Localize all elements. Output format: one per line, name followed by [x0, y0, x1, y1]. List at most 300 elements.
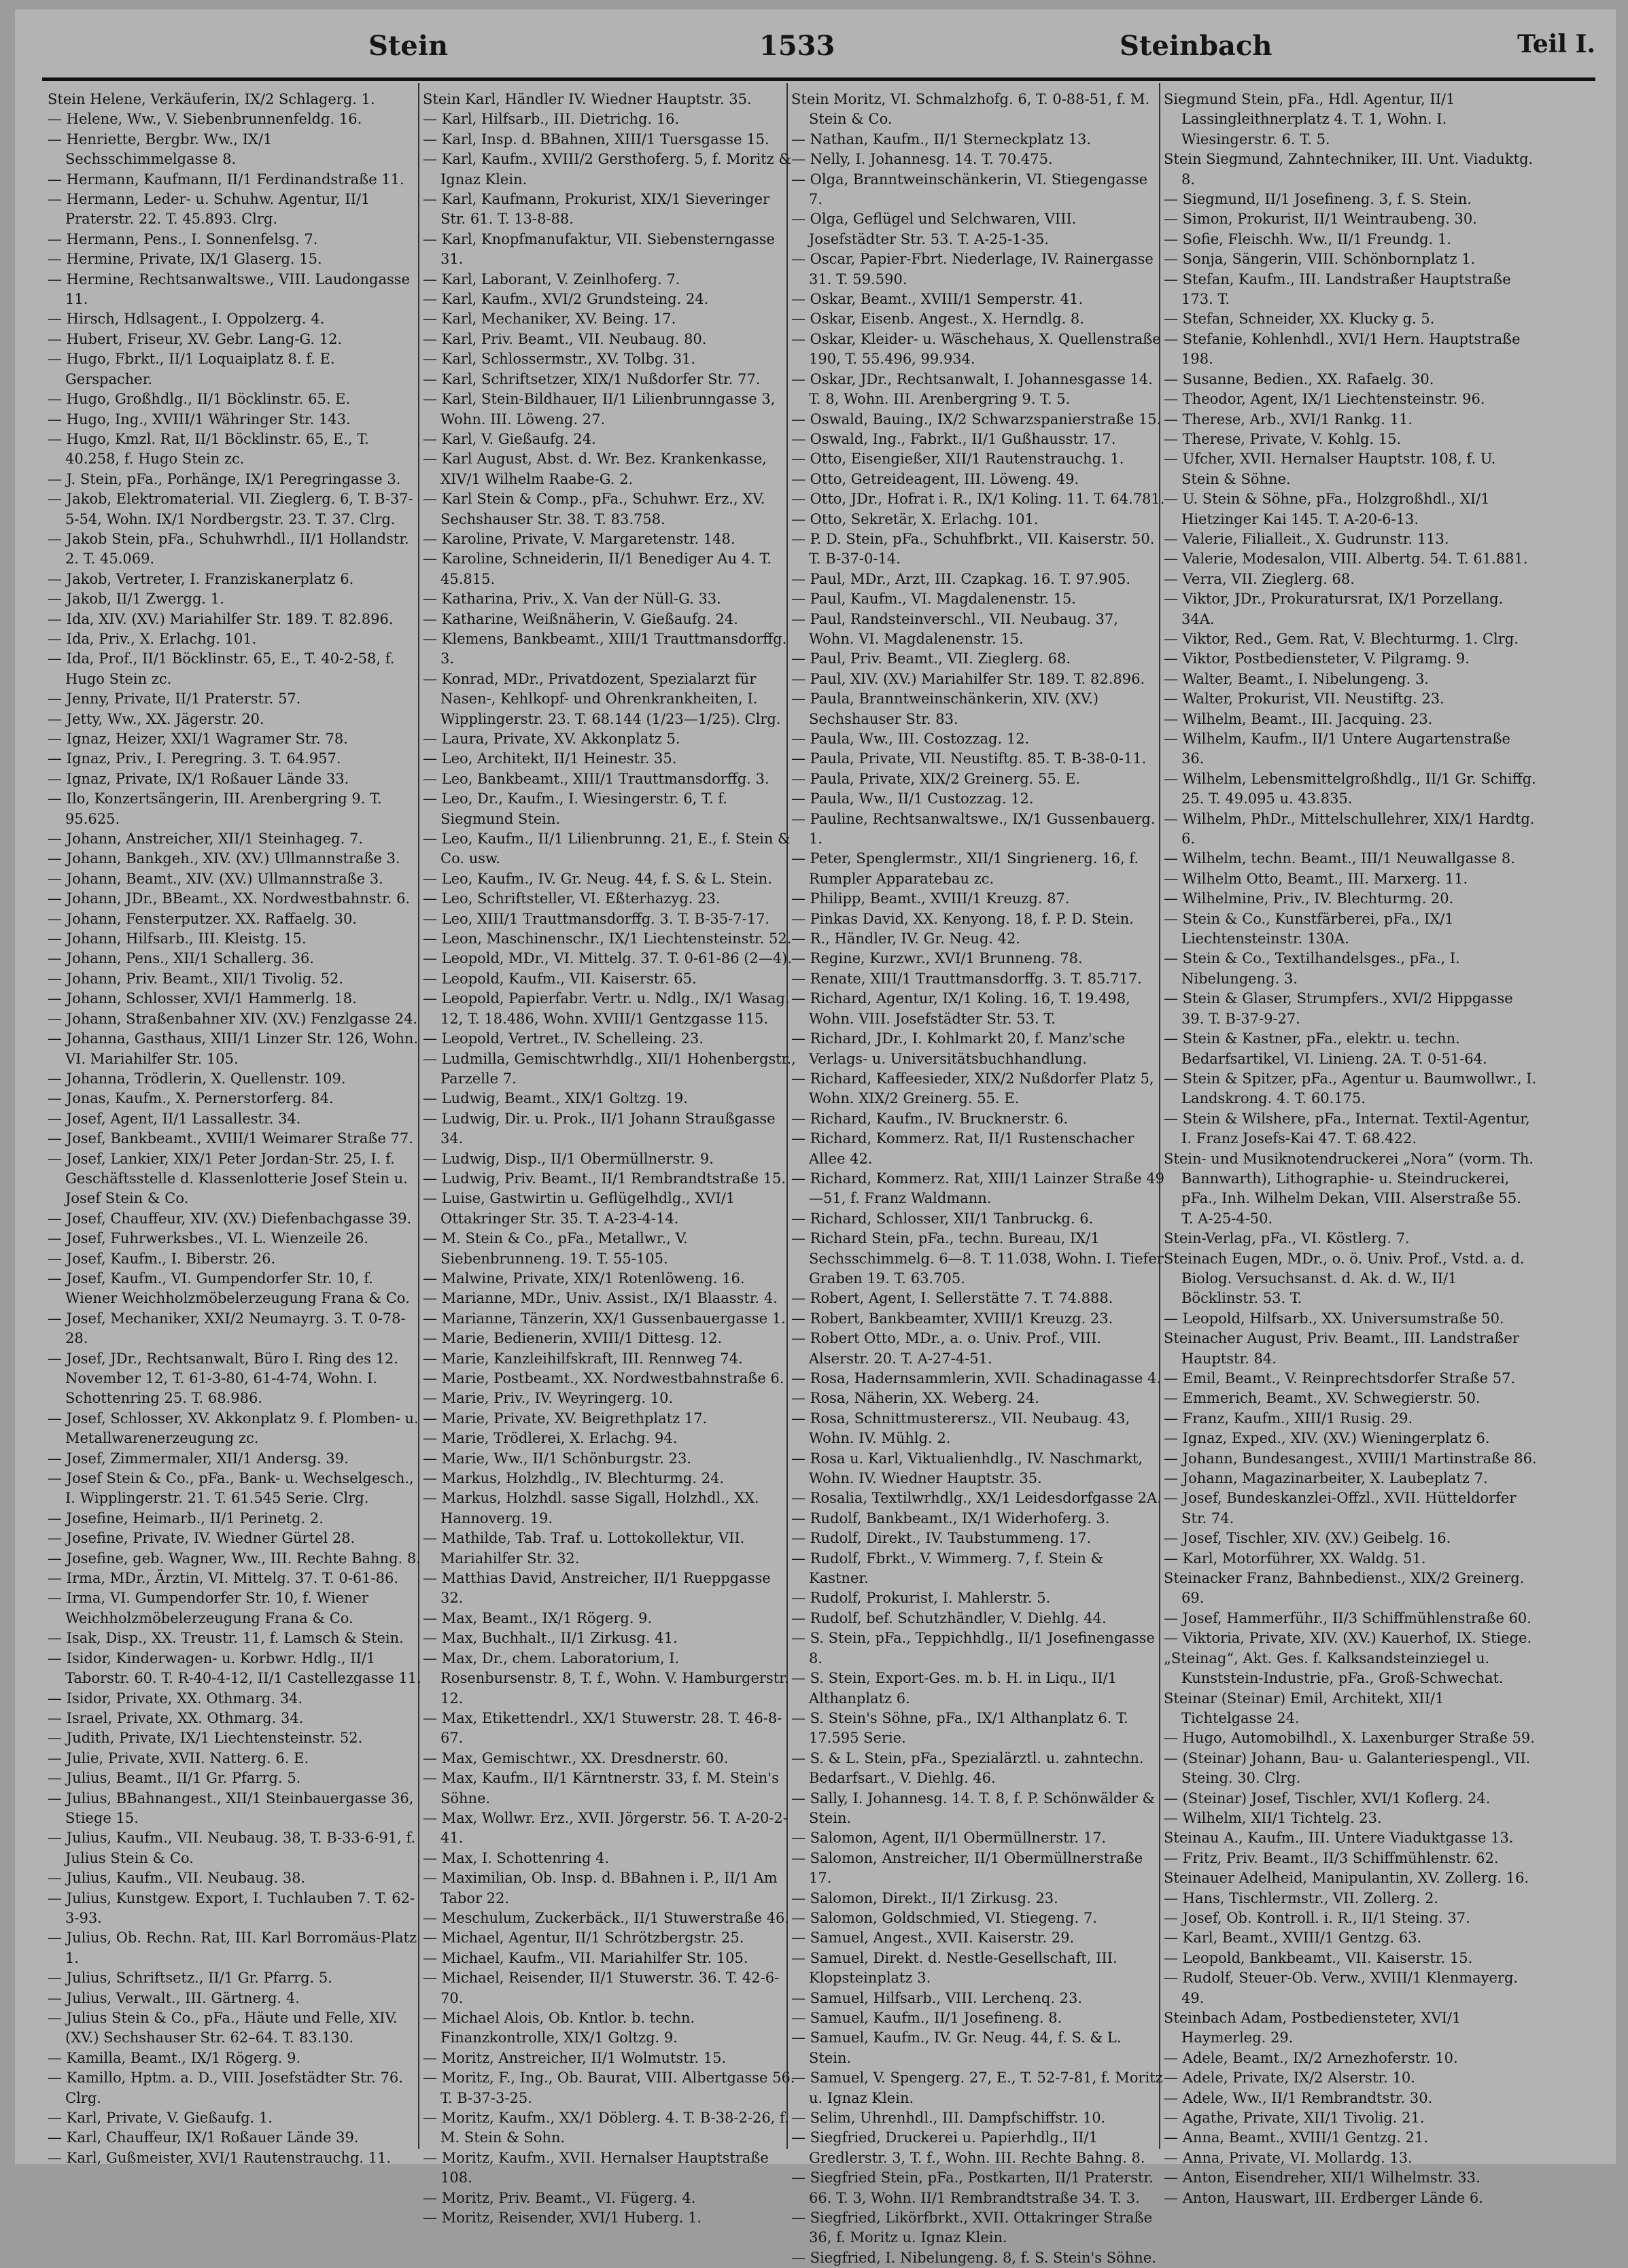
directory-entry: — Josef Stein & Co., pFa., Bank- u. Wechselgesch., I. Wipplingerstr. 21. T. 61.545 Serie. Clrg. — [48, 1470, 414, 1507]
directory-entry: — Leopold, Bankbeamt., VII. Kaiserstr. 15. — [1164, 1949, 1473, 1966]
directory-entry: — Anton, Eisendreher, XII/1 Wilhelmstr. 33. — [1164, 2169, 1480, 2186]
directory-entry: — Karl, Stein-Bildhauer, II/1 Lilienbrunngasse 3, Wohn. III. Löweng. 27. — [423, 391, 776, 428]
directory-entry: — Therese, Private, V. Kohlg. 15. — [1164, 430, 1402, 447]
directory-entry: — Marie, Ww., II/1 Schönburgstr. 23. — [423, 1450, 692, 1467]
directory-entry: Steinacker Franz, Bahnbedienst., XIX/2 Greinerg. 69. — [1164, 1570, 1525, 1607]
directory-entry: Stein-Verlag, pFa., VI. Köstlerg. 7. — [1164, 1230, 1410, 1247]
directory-entry: — Israel, Private, XX. Othmarg. 34. — [48, 1709, 304, 1726]
directory-entry: — Pinkas David, XX. Kenyong. 18, f. P. D. Stein. — [791, 910, 1134, 927]
directory-entry: — Max, I. Schottenring 4. — [423, 1849, 610, 1866]
directory-entry: — Ludwig, Priv. Beamt., II/1 Rembrandtstraße 15. — [423, 1170, 786, 1187]
directory-entry: — Paul, Randsteinverschl., VII. Neubaug. 37, Wohn. VI. Magdalenenstr. 15. — [791, 610, 1118, 647]
directory-entry: — Ignaz, Heizer, XXI/1 Wagramer Str. 78. — [48, 731, 348, 747]
directory-entry: — Nathan, Kaufm., II/1 Sterneckplatz 13. — [791, 130, 1092, 147]
directory-entry: — Irma, MDr., Ärztin, VI. Mittelg. 37. T. 0-61-86. — [48, 1570, 399, 1587]
directory-entry: — Richard Stein, pFa., techn. Bureau, IX/1 Sechsschimmelg. 6—8. T. 11.038, Wohn. I. Tiefer Graben 19. T. 63.705. — [791, 1230, 1164, 1287]
directory-entry: — Wilhelm, Kaufm., II/1 Untere Augartenstraße 36. — [1164, 731, 1510, 767]
directory-entry: — Ida, Prof., II/1 Böcklinstr. 65, E., T. 40-2-58, f. Hugo Stein zc. — [48, 650, 395, 687]
directory-entry: — Salomon, Goldschmied, VI. Stiegeng. 7. — [791, 1909, 1097, 1926]
directory-entry: — Julius, Ob. Rechn. Rat, III. Karl Borromäus-Platz 1. — [48, 1930, 417, 1966]
directory-entry: — Siegmund, II/1 Josefineng. 3, f. S. Stein. — [1164, 191, 1472, 208]
directory-entry: — Stein & Kastner, pFa., elektr. u. techn. Bedarfsartikel, VI. Linieng. 2A. T. 0-51-64. — [1164, 1030, 1487, 1067]
directory-entry: — Valerie, Modesalon, VIII. Albertg. 54. T. 61.881. — [1164, 551, 1528, 568]
column-1 — [48, 90, 421, 2166]
directory-entry: — Helene, Ww., V. Siebenbrunnenfeldg. 16. — [48, 111, 362, 128]
directory-entry: — Stein & Glaser, Strumpfers., XVI/2 Hippgasse 39. T. B-37-9-27. — [1164, 990, 1513, 1027]
directory-entry: — Josef, Kaufm., VI. Gumpendorfer Str. 10, f. Wiener Weichholzmöbelerzeugung Frana & Co. — [48, 1270, 410, 1307]
directory-entry: — Hugo, Kmzl. Rat, II/1 Böcklinstr. 65, E., T. 40.258, f. Hugo Stein zc. — [48, 430, 369, 468]
directory-entry: — Karoline, Private, V. Margaretenstr. 148. — [423, 530, 735, 547]
directory-entry: — Ludwig, Dir. u. Prok., II/1 Johann Straußgasse 34. — [423, 1110, 776, 1147]
directory-entry: — Isidor, Private, XX. Othmarg. 34. — [48, 1690, 303, 1707]
directory-entry: — Johann, Anstreicher, XII/1 Steinhageg. 7. — [48, 831, 363, 848]
directory-entry: — Max, Kaufm., II/1 Kärntnerstr. 33, f. M. Stein's Söhne. — [423, 1770, 779, 1807]
directory-entry: — Michael, Reisender, II/1 Stuwerstr. 36. T. 42-6-70. — [423, 1970, 780, 2006]
directory-entry: — Henriette, Bergbr. Ww., IX/1 Sechsschimmelgasse 8. — [48, 130, 273, 168]
directory-entry: — Karl, Insp. d. BBahnen, XIII/1 Tuersgasse 15. — [423, 130, 769, 147]
directory-entry: — Moritz, F., Ing., Ob. Baurat, VIII. Albertgasse 56. T. B-37-3-25. — [423, 2070, 795, 2106]
directory-entry: — Leopold, MDr., VI. Mittelg. 37. T. 0-61-86 (2—4). — [423, 950, 793, 967]
directory-entry: — Hirsch, Hdlsagent., I. Oppolzerg. 4. — [48, 311, 325, 328]
directory-entry: — Johann, Schlosser, XVI/1 Hammerlg. 18. — [48, 990, 357, 1007]
directory-entry: — Rosa, Schnittmusterersz., VII. Neubaug. 43, Wohn. IV. Mühlg. 2. — [791, 1410, 1130, 1447]
directory-entry: — Ilo, Konzertsängerin, III. Arenbergring 9. T. 95.625. — [48, 790, 382, 827]
directory-entry: — Emmerich, Beamt., XV. Schwegierstr. 50. — [1164, 1390, 1480, 1407]
directory-entry: Stein Siegmund, Zahntechniker, III. Unt. Viaduktg. 8. — [1164, 151, 1534, 188]
directory-entry: — Samuel, V. Spengerg. 27, E., T. 52-7-81, f. Moritz u. Ignaz Klein. — [791, 2070, 1163, 2106]
directory-entry: — Richard, JDr., I. Kohlmarkt 20, f. Manz'sche Verlags- u. Universitätsbuchhandlung. — [791, 1030, 1126, 1067]
directory-entry: — Josef, Schlosser, XV. Akkonplatz 9. f. Plomben- u. Metallwarenerzeugung zc. — [48, 1410, 419, 1447]
directory-entry: — (Steinar) Johann, Bau- u. Galanteriespengl., VII. Steing. 30. Clrg. — [1164, 1749, 1531, 1787]
directory-entry: — Markus, Holzhdl. sasse Sigall, Holzhdl., XX. Hannoverg. 19. — [423, 1490, 759, 1526]
directory-entry: — Johann, Bankgeh., XIV. (XV.) Ullmannstraße 3. — [48, 850, 400, 867]
directory-entry: — Siegfried, Druckerei u. Papierhdlg., II/1 Gredlerstr. 3, T. f., Wohn. III. Rechte Bahng. 8. — [791, 2129, 1145, 2166]
directory-entry: — Walter, Beamt., I. Nibelungeng. 3. — [1164, 670, 1429, 687]
header-right-word: Steinbach — [1120, 30, 1272, 62]
directory-entry: — Ufcher, XVII. Hernalser Hauptstr. 108, f. U. Stein & Söhne. — [1164, 451, 1496, 487]
directory-entry: — Julius, Kaufm., VII. Neubaug. 38, T. B-33-6-91, f. Julius Stein & Co. — [48, 1830, 416, 1866]
directory-entry: — (Steinar) Josef, Tischler, XVI/1 Koflerg. 24. — [1164, 1790, 1491, 1807]
directory-entry: — M. Stein & Co., pFa., Metallwr., V. Siebenbrunneng. 19. T. 55-105. — [423, 1230, 688, 1267]
directory-entry: — Mathilde, Tab. Traf. u. Lottokollektur, VII. Mariahilfer Str. 32. — [423, 1530, 745, 1567]
directory-entry: — Fritz, Priv. Beamt., II/3 Schiffmühlenstr. 62. — [1164, 1849, 1499, 1866]
directory-entry: — Max, Gemischtwr., XX. Dresdnerstr. 60. — [423, 1749, 729, 1766]
directory-entry: — Meschulum, Zuckerbäck., II/1 Stuwerstraße 46. — [423, 1909, 790, 1926]
directory-entry: — Josef, Agent, II/1 Lassallestr. 34. — [48, 1110, 301, 1127]
directory-entry: — Richard, Kommerz. Rat, II/1 Rustenschacher Allee 42. — [791, 1130, 1135, 1167]
directory-entry: — Johann, Fensterputzer. XX. Raffaelg. 30. — [48, 910, 358, 927]
directory-entry: — Karl, V. Gießaufg. 24. — [423, 430, 596, 447]
directory-entry: — Julie, Private, XVII. Natterg. 6. E. — [48, 1749, 309, 1766]
page-header — [15, 30, 1616, 71]
directory-entry: — Rosa u. Karl, Viktualienhdlg., IV. Naschmarkt, Wohn. IV. Wiedner Hauptstr. 35. — [791, 1450, 1143, 1487]
directory-entry: — Ludwig, Beamt., XIX/1 Goltzg. 19. — [423, 1090, 688, 1107]
directory-entry: — Max, Etikettendrl., XX/1 Stuwerstr. 28. T. 46-8-67. — [423, 1709, 782, 1747]
directory-entry: — Rudolf, Fbrkt., V. Wimmerg. 7, f. Stein & Kastner. — [791, 1550, 1104, 1587]
directory-entry: — Rudolf, Bankbeamt., IX/1 Widerhoferg. 3. — [791, 1510, 1110, 1526]
directory-entry: — Markus, Holzhdlg., IV. Blechturmg. 24. — [423, 1470, 725, 1487]
directory-entry: — Leo, Dr., Kaufm., I. Wiesingerstr. 6, T. f. Siegmund Stein. — [423, 790, 727, 827]
directory-entry: — Ignaz, Exped., XIV. (XV.) Wieningerplatz 6. — [1164, 1430, 1490, 1447]
directory-entry: — Josef, Zimmermaler, XII/1 Andersg. 39. — [48, 1450, 349, 1467]
directory-entry: — Sofie, Fleischh. Ww., II/1 Freundg. 1. — [1164, 230, 1452, 247]
directory-entry: — Jonas, Kaufm., X. Pernerstorferg. 84. — [48, 1090, 334, 1107]
directory-entry: — Hans, Tischlermstr., VII. Zollerg. 2. — [1164, 1889, 1439, 1906]
directory-entry: — Theodor, Agent, IX/1 Liechtensteinstr. 96. — [1164, 391, 1485, 408]
directory-entry: — Hugo, Fbrkt., II/1 Loquaiplatz 8. f. E. Gerspacher. — [48, 351, 335, 387]
directory-entry: — Stein & Co., Kunstfärberei, pFa., IX/1 Liechtensteinstr. 130A. — [1164, 910, 1454, 947]
directory-entry: — Siegfried, I. Nibelungeng. 8, f. S. Stein's Söhne. — [791, 2249, 1156, 2266]
directory-entry: — Paula, Private, VII. Neustiftg. 85. T. B-38-0-11. — [791, 750, 1147, 767]
directory-entry: — Johann, JDr., BBeamt., XX. Nordwestbahnstr. 6. — [48, 890, 411, 907]
directory-entry: — Samuel, Kaufm., II/1 Josefineng. 8. — [791, 2010, 1062, 2026]
directory-entry: — Michael, Kaufm., VII. Mariahilfer Str. 105. — [423, 1949, 748, 1966]
directory-entry: — Oskar, Kleider- u. Wäschehaus, X. Quellenstraße 190, T. 55.496, 99.934. — [791, 330, 1161, 368]
directory-entry: — Paula, Branntweinschänkerin, XIV. (XV.) Sechshauser Str. 83. — [791, 691, 1099, 727]
directory-entry: — Moritz, Kaufm., XVII. Hernalser Hauptstraße 108. — [423, 2149, 769, 2186]
directory-entry: — Viktor, Postbediensteter, V. Pilgramg. 9. — [1164, 650, 1470, 667]
directory-entry: — Max, Dr., chem. Laboratorium, I. Rosenbursenstr. 8, T. f., Wohn. V. Hamburgerstr. 12. — [423, 1650, 789, 1707]
directory-entry: — Judith, Private, IX/1 Liechtensteinstr. 52. — [48, 1730, 363, 1747]
directory-entry: — Paula, Ww., III. Costozzag. 12. — [791, 731, 1030, 747]
directory-entry: — Ludmilla, Gemischtwrhdlg., XII/1 Hohenbergstr., Parzelle 7. — [423, 1050, 796, 1087]
directory-entry: — Julius, Kunstgew. Export, I. Tuchlauben 7. T. 62-3-93. — [48, 1889, 415, 1926]
directory-entry: — Hermann, Kaufmann, II/1 Ferdinandstraße 11. — [48, 171, 404, 188]
header-left-word: Stein — [368, 30, 449, 62]
directory-entry: — Otto, Sekretär, X. Erlachg. 101. — [791, 510, 1039, 527]
directory-entry: — Marie, Priv., IV. Weyringerg. 10. — [423, 1390, 674, 1407]
directory-entry: — J. Stein, pFa., Porhänge, IX/1 Peregringasse 3. — [48, 470, 401, 487]
directory-entry: — Karl, Beamt., XVIII/1 Gentzg. 63. — [1164, 1930, 1422, 1947]
directory-entry: Steinau A., Kaufm., III. Untere Viaduktgasse 13. — [1164, 1830, 1514, 1847]
directory-entry: — Walter, Prokurist, VII. Neustiftg. 23. — [1164, 691, 1444, 708]
directory-entry: — Malwine, Private, XIX/1 Rotenlöweng. 16. — [423, 1270, 745, 1287]
directory-entry: — P. D. Stein, pFa., Schuhfbrkt., VII. Kaiserstr. 50. T. B-37-0-14. — [791, 530, 1155, 568]
directory-entry: — Johann, Straßenbahner XIV. (XV.) Fenzlgasse 24. — [48, 1010, 418, 1027]
directory-entry: — Stein & Spitzer, pFa., Agentur u. Baumwollwr., I. Landskrong. 4. T. 60.175. — [1164, 1070, 1537, 1107]
directory-entry: — Moritz, Anstreicher, II/1 Wolmutstr. 15. — [423, 2049, 727, 2066]
directory-entry: — Johann, Beamt., XIV. (XV.) Ullmannstraße 3. — [48, 870, 383, 887]
directory-entry: — Hugo, Ing., XVIII/1 Währinger Str. 143. — [48, 411, 351, 428]
directory-entry: — Josefine, Private, IV. Wiedner Gürtel 28. — [48, 1530, 356, 1547]
directory-page — [15, 10, 1616, 2266]
directory-entry: — Robert, Bankbeamter, XVIII/1 Kreuzg. 23. — [791, 1310, 1113, 1327]
directory-entry: — Johann, Hilfsarb., III. Kleistg. 15. — [48, 930, 307, 947]
directory-entry: — Jakob, Elektromaterial. VII. Zieglerg. 6, T. B-37-5-54, Wohn. IX/1 Nordbergstr. 23. T. 37. Clrg. — [48, 491, 413, 527]
directory-entry: — Otto, JDr., Hofrat i. R., IX/1 Koling. 11. T. 64.781. — [791, 491, 1165, 508]
directory-entry: — Richard, Agentur, IX/1 Koling. 16, T. 19.498, Wohn. VIII. Josefstädter Str. 53. T. — [791, 990, 1130, 1027]
directory-entry: — Philipp, Beamt., XVIII/1 Kreuzg. 87. — [791, 890, 1070, 907]
directory-entry: — Oskar, Eisenb. Angest., X. Herndlg. 8. — [791, 311, 1084, 328]
directory-entry: — Max, Buchhalt., II/1 Zirkusg. 41. — [423, 1630, 678, 1647]
directory-entry: — Hermine, Private, IX/1 Glaserg. 15. — [48, 251, 322, 268]
directory-entry: — Viktor, JDr., Prokuratursrat, IX/1 Porzellang. 34A. — [1164, 591, 1504, 627]
directory-entry: — Josef, Bankbeamt., XVIII/1 Weimarer Straße 77. — [48, 1130, 413, 1147]
directory-entry: — Karl, Private, V. Gießaufg. 1. — [48, 2110, 273, 2127]
directory-entry: — Julius, Kaufm., VII. Neubaug. 38. — [48, 1870, 306, 1887]
directory-entry: — Karl, Gußmeister, XVI/1 Rautenstrauchg. 11. — [48, 2149, 392, 2166]
directory-entry: — R., Händler, IV. Gr. Neug. 42. — [791, 930, 1021, 947]
directory-entry: — Katharina, Priv., X. Van der Nüll-G. 33. — [423, 591, 721, 608]
directory-entry: — Oskar, Beamt., XVIII/1 Semperstr. 41. — [791, 291, 1084, 308]
directory-entry: — Rudolf, Direkt., IV. Taubstummeng. 17. — [791, 1530, 1092, 1547]
directory-entry: — Jakob, II/1 Zwergg. 1. — [48, 591, 224, 608]
directory-entry: — Laura, Private, XV. Akkonplatz 5. — [423, 731, 680, 747]
directory-entry: — Karl, Knopfmanufaktur, VII. Siebensterngasse 31. — [423, 230, 775, 268]
directory-entry: — Emil, Beamt., V. Reinprechtsdorfer Straße 57. — [1164, 1370, 1516, 1386]
directory-entry: — Matthias David, Anstreicher, II/1 Rueppgasse 32. — [423, 1570, 771, 1607]
directory-entry: — Richard, Kaufm., IV. Brucknerstr. 6. — [791, 1110, 1069, 1127]
directory-entry: — Julius Stein & Co., pFa., Häute und Felle, XIV. (XV.) Sechshauser Str. 62–64. T. 83.130. — [48, 2010, 398, 2046]
directory-entry: — Wilhelm, PhDr., Mittelschullehrer, XIX/1 Hardtg. 6. — [1164, 810, 1535, 848]
directory-entry: — Josef, Kaufm., I. Biberstr. 26. — [48, 1250, 276, 1267]
directory-entry: — Johann, Priv. Beamt., XII/1 Tivolig. 52. — [48, 970, 344, 987]
directory-entry: Stein- und Musiknotendruckerei „Nora“ (vorm. Th. Bannwarth), Lithographie- u. Steindruckerei, pFa., Inh. Wilhelm Dekan, VIII. Alserstraße 55. T. A-25-4-50. — [1164, 1150, 1534, 1227]
directory-entry: — Karl, Laborant, V. Zeinlhoferg. 7. — [423, 271, 680, 287]
directory-entry: — Samuel, Kaufm., IV. Gr. Neug. 44, f. S. & L. Stein. — [791, 2029, 1122, 2066]
directory-entry: — Ludwig, Disp., II/1 Obermüllnerstr. 9. — [423, 1150, 714, 1167]
directory-entry: — Anna, Beamt., XVIII/1 Gentzg. 21. — [1164, 2129, 1429, 2146]
directory-entry: — Karl, Kaufm., XVI/2 Grundsteing. 24. — [423, 291, 709, 308]
directory-entry: — Renate, XIII/1 Trauttmansdorffg. 3. T. 85.717. — [791, 970, 1142, 987]
directory-entry: — Marianne, Tänzerin, XX/1 Gussenbauergasse 1. — [423, 1310, 786, 1327]
directory-entry: — Richard, Kommerz. Rat, XIII/1 Lainzer Straße 49—51, f. Franz Waldmann. — [791, 1170, 1165, 1207]
directory-entry: — Paul, MDr., Arzt, III. Czapkag. 16. T. 97.905. — [791, 570, 1130, 587]
directory-entry: — Moritz, Kaufm., XX/1 Döblerg. 4. T. B-38-2-26, f. M. Stein & Sohn. — [423, 2110, 789, 2146]
directory-entry: — Josef, Bundeskanzlei-Offzl., XVII. Hütteldorfer Str. 74. — [1164, 1490, 1517, 1526]
directory-entry: — Karl August, Abst. d. Wr. Bez. Krankenkasse, XIV/1 Wilhelm Raabe-G. 2. — [423, 451, 767, 487]
directory-entry: — Johanna, Gasthaus, XIII/1 Linzer Str. 126, Wohn. VI. Mariahilfer Str. 105. — [48, 1030, 419, 1067]
directory-entry: — S. Stein, Export-Ges. m. b. H. in Liqu., II/1 Althanplatz 6. — [791, 1670, 1117, 1707]
directory-entry: — Leo, XIII/1 Trauttmansdorffg. 3. T. B-35-7-17. — [423, 910, 770, 927]
directory-entry: — Leo, Schriftsteller, VI. Eßterhazyg. 23. — [423, 890, 721, 907]
directory-entry: — Michael, Agentur, II/1 Schrötzbergstr. 25. — [423, 1930, 744, 1947]
directory-entry: — Hermann, Leder- u. Schuhw. Agentur, II/1 Praterstr. 22. T. 45.893. Clrg. — [48, 191, 370, 228]
directory-entry: — Josefine, geb. Wagner, Ww., III. Rechte Bahng. 8. — [48, 1550, 421, 1567]
directory-entry: — Marie, Bedienerin, XVIII/1 Dittesg. 12. — [423, 1330, 723, 1347]
directory-entry: — Karl, Schlossermstr., XV. Tolbg. 31. — [423, 351, 696, 368]
directory-entry: — Leo, Bankbeamt., XIII/1 Trauttmansdorffg. 3. — [423, 770, 769, 787]
directory-entry: — Paul, XIV. (XV.) Mariahilfer Str. 189. T. 82.896. — [791, 670, 1145, 687]
directory-entry: — Josef, JDr., Rechtsanwalt, Büro I. Ring des 12. November 12, T. 61-3-80, 61-4-74, Wohn. I. Schottenring 25. T. 68.986. — [48, 1350, 398, 1407]
directory-entry: — S. Stein, pFa., Teppichhdlg., II/1 Josefinengasse 8. — [791, 1630, 1155, 1667]
directory-entry: — Viktor, Red., Gem. Rat, V. Blechturmg. 1. Clrg. — [1164, 630, 1519, 647]
directory-entry: Stein Moritz, VI. Schmalzhofg. 6, T. 0-88-51, f. M. Stein & Co. — [791, 91, 1150, 128]
directory-entry: — Samuel, Hilfsarb., VIII. Lerchenq. 23. — [791, 1989, 1083, 2006]
directory-entry: — Oskar, JDr., Rechtsanwalt, I. Johannesgasse 14. T. 8, Wohn. III. Arenbergring 9. T. 5. — [791, 370, 1153, 408]
directory-entry: — Franz, Kaufm., XIII/1 Rusig. 29. — [1164, 1410, 1413, 1427]
directory-entry: — Siegfried, Likörfbrkt., XVII. Ottakringer Straße 36, f. Moritz u. Ignaz Klein. — [791, 2210, 1153, 2246]
directory-entry: — Robert Otto, MDr., a. o. Univ. Prof., VIII. Alserstr. 20. T. A-27-4-51. — [791, 1330, 1102, 1367]
directory-entry: „Steinag“, Akt. Ges. f. Kalksandsteinziegel u. Kunststein-Industrie, pFa., Groß-Schwechat. — [1164, 1650, 1504, 1687]
header-part: Teil I. — [1517, 30, 1595, 58]
directory-entry: Stein Karl, Händler IV. Wiedner Hauptstr. 35. — [423, 91, 752, 107]
header-rule — [42, 77, 1595, 81]
directory-entry: — Johann, Pens., XII/1 Schallerg. 36. — [48, 950, 315, 967]
directory-entry: — Rosalia, Textilwrhdlg., XX/1 Leidesdorfgasse 2A. — [791, 1490, 1162, 1507]
directory-entry: — Karl, Kaufmann, Prokurist, XIX/1 Sieveringer Str. 61. T. 13-8-88. — [423, 191, 770, 228]
directory-entry: — Oswald, Bauing., IX/2 Schwarzspanierstraße 15. — [791, 411, 1162, 428]
directory-entry: — Regine, Kurzwr., XVI/1 Brunneng. 78. — [791, 950, 1083, 967]
directory-entry: Steinauer Adelheid, Manipulantin, XV. Zollerg. 16. — [1164, 1870, 1529, 1887]
directory-entry: Stein Helene, Verkäuferin, IX/2 Schlagerg. 1. — [48, 91, 375, 107]
directory-entry: — Salomon, Anstreicher, II/1 Obermüllnerstraße 17. — [791, 1849, 1143, 1887]
directory-entry: — Jakob, Vertreter, I. Franziskanerplatz 6. — [48, 570, 354, 587]
directory-entry: — Josef, Hammerführ., II/3 Schiffmühlenstraße 60. — [1164, 1609, 1531, 1626]
directory-entry: — Pauline, Rechtsanwaltswe., IX/1 Gussenbauerg. 1. — [791, 810, 1156, 848]
directory-entry: — Stein & Wilshere, pFa., Internat. Textil-Agentur, I. Franz Josefs-Kai 47. T. 68.422. — [1164, 1110, 1530, 1147]
directory-entry: — Josef, Tischler, XIV. (XV.) Geibelg. 16. — [1164, 1530, 1451, 1547]
directory-entry: — Salomon, Agent, II/1 Obermüllnerstr. 17. — [791, 1830, 1107, 1847]
directory-entry: — Rosa, Näherin, XX. Weberg. 24. — [791, 1390, 1039, 1407]
directory-entry: — Marie, Private, XV. Beigrethplatz 17. — [423, 1410, 708, 1427]
directory-entry: — Karl, Hilfsarb., III. Dietrichg. 16. — [423, 111, 680, 128]
directory-entry: — Ida, Priv., X. Erlachg. 101. — [48, 630, 257, 647]
directory-entry: — U. Stein & Söhne, pFa., Holzgroßhdl., XI/1 Hietzinger Kai 145. T. A-20-6-13. — [1164, 491, 1490, 527]
directory-entry: — Konrad, MDr., Privatdozent, Spezialarzt für Nasen-, Kehlkopf- und Ohrenkrankheiten, I. Wipplingerstr. 23. T. 68.144 (1/23—1/25). Clrg. — [423, 670, 781, 727]
directory-entry: — Josef, Mechaniker, XXI/2 Neumayrg. 3. T. 0-78-28. — [48, 1310, 406, 1347]
directory-entry: — Wilhelm, techn. Beamt., III/1 Neuwallgasse 8. — [1164, 850, 1515, 867]
directory-entry: — Oscar, Papier-Fbrt. Niederlage, IV. Rainergasse 31. T. 59.590. — [791, 251, 1154, 287]
directory-entry: — Max, Beamt., IX/1 Rögerg. 9. — [423, 1609, 653, 1626]
directory-entry: — Agathe, Private, XII/1 Tivolig. 21. — [1164, 2110, 1425, 2127]
directory-entry: — Leopold, Hilfsarb., XX. Universumstraße 50. — [1164, 1310, 1504, 1327]
directory-entry: — Marie, Postbeamt., XX. Nordwestbahnstraße 6. — [423, 1370, 784, 1386]
directory-entry: — Kamilla, Beamt., IX/1 Rögerg. 9. — [48, 2049, 301, 2066]
directory-entry: — Stefanie, Kohlenhdl., XVI/1 Hern. Hauptstraße 198. — [1164, 330, 1521, 368]
directory-entry: — Paul, Priv. Beamt., VII. Zieglerg. 68. — [791, 650, 1071, 667]
directory-entry: — Leopold, Kaufm., VII. Kaiserstr. 65. — [423, 970, 697, 987]
directory-entry: — Johanna, Trödlerin, X. Quellenstr. 109. — [48, 1070, 346, 1087]
directory-entry: — Therese, Arb., XVI/1 Rankg. 11. — [1164, 411, 1413, 428]
directory-entry: — Karl, Motorführer, XX. Waldg. 51. — [1164, 1550, 1426, 1567]
directory-entry: — Isak, Disp., XX. Treustr. 11, f. Lamsch & Stein. — [48, 1630, 404, 1647]
directory-entry: — Paul, Kaufm., VI. Magdalenenstr. 15. — [791, 591, 1076, 608]
directory-entry: — Julius, BBahnangest., XII/1 Steinbauergasse 36, Stiege 15. — [48, 1790, 414, 1826]
directory-entry: — Rosa, Hadernsammlerin, XVII. Schadinagasse 4. — [791, 1370, 1162, 1386]
directory-entry: — Stefan, Kaufm., III. Landstraßer Hauptstraße 173. T. — [1164, 271, 1511, 308]
directory-entry: — Karl Stein & Comp., pFa., Schuhwr. Erz., XV. Sechshauser Str. 38. T. 83.758. — [423, 491, 765, 527]
directory-entry: — Kamillo, Hptm. a. D., VIII. Josefstädter Str. 76. Clrg. — [48, 2070, 403, 2106]
directory-entry: — Richard, Kaffeesieder, XIX/2 Nußdorfer Platz 5, Wohn. XIX/2 Greinerg. 55. E. — [791, 1070, 1154, 1107]
directory-entry: — Sonja, Sängerin, VIII. Schönbornplatz 1. — [1164, 251, 1476, 268]
directory-entry: — Marie, Kanzleihilfskraft, III. Rennweg 74. — [423, 1350, 743, 1367]
directory-entry: — Nelly, I. Johannesg. 14. T. 70.475. — [791, 151, 1053, 168]
directory-entry: — Paula, Private, XIX/2 Greinerg. 55. E. — [791, 770, 1081, 787]
directory-entry: Steinbach Adam, Postbediensteter, XVI/1 Haymerleg. 29. — [1164, 2010, 1461, 2046]
directory-entry: — Marie, Trödlerei, X. Erlachg. 94. — [423, 1430, 678, 1447]
directory-entry: — Jakob Stein, pFa., Schuhwrhdl., II/1 Hollandstr. 2. T. 45.069. — [48, 530, 409, 568]
directory-entry: — Katharine, Weißnäherin, V. Gießaufg. 24. — [423, 610, 738, 627]
directory-entry: — Maximilian, Ob. Insp. d. BBahnen i. P., II/1 Am Tabor 22. — [423, 1870, 778, 1906]
directory-entry: — Josef, Lankier, XIX/1 Peter Jordan-Str. 25, I. f. Geschäftsstelle d. Klassenlotterie Josef Stein u. Josef Stein & Co. — [48, 1150, 408, 1207]
directory-entry: — Rudolf, Prokurist, I. Mahlerstr. 5. — [791, 1590, 1051, 1607]
directory-entry: — Hermann, Pens., I. Sonnenfelsg. 7. — [48, 230, 318, 247]
directory-entry: — Wilhelm, XII/1 Tichtelg. 23. — [1164, 1809, 1382, 1826]
directory-entry: — Susanne, Bedien., XX. Rafaelg. 30. — [1164, 370, 1434, 387]
directory-entry: — Karl, Priv. Beamt., VII. Neubaug. 80. — [423, 330, 707, 347]
directory-entry: Steinar (Steinar) Emil, Architekt, XII/1 Tichtelgasse 24. — [1164, 1690, 1444, 1726]
directory-entry: Steinacher August, Priv. Beamt., III. Landstraßer Hauptstr. 84. — [1164, 1330, 1519, 1367]
directory-entry: — Hermine, Rechtsanwaltswe., VIII. Laudongasse 11. — [48, 271, 410, 308]
directory-entry: — Stefan, Schneider, XX. Klucky g. 5. — [1164, 311, 1435, 328]
directory-entry: — Samuel, Direkt. d. Nestle-Gesellschaft, III. Klopsteinplatz 3. — [791, 1949, 1118, 1987]
directory-entry: — Stein & Co., Textilhandelsges., pFa., I. Nibelungeng. 3. — [1164, 950, 1460, 987]
directory-entry: — Viktoria, Private, XIV. (XV.) Kauerhof, IX. Stiege. — [1164, 1630, 1532, 1647]
directory-entry: — Anna, Private, VI. Mollardg. 13. — [1164, 2149, 1413, 2166]
directory-entry: — Leon, Maschinenschr., IX/1 Liechtensteinstr. 52. — [423, 930, 792, 947]
directory-entry: Steinach Eugen, MDr., o. ö. Univ. Prof., Vstd. a. d. Biolog. Versuchsanst. d. Ak. d. W., II/1 Böcklinstr. 53. T. — [1164, 1250, 1525, 1307]
directory-entry: — Rudolf, Steuer-Ob. Verw., XVIII/1 Klenmayerg. 49. — [1164, 1970, 1519, 2006]
directory-entry: — Luise, Gastwirtin u. Geflügelhdlg., XVI/1 Ottakringer Str. 35. T. A-23-4-14. — [423, 1190, 735, 1227]
directory-entry: — Paula, Ww., II/1 Custozzag. 12. — [791, 790, 1034, 807]
directory-entry: — Karl, Schriftsetzer, XIX/1 Nußdorfer Str. 77. — [423, 370, 761, 387]
directory-entry: — Klemens, Bankbeamt., XIII/1 Trauttmansdorffg. 3. — [423, 630, 787, 667]
column-2 — [423, 90, 797, 2227]
directory-entry: — Johann, Magazinarbeiter, X. Laubeplatz 7. — [1164, 1470, 1488, 1487]
directory-entry: — Julius, Verwalt., III. Gärtnerg. 4. — [48, 1989, 300, 2006]
directory-entry: — Leopold, Papierfabr. Vertr. u. Ndlg., IX/1 Wasag. 12, T. 18.486, Wohn. XVIII/1 Gentzgasse 115. — [423, 990, 790, 1027]
directory-entry: — Peter, Spenglermstr., XII/1 Singrienerg. 16, f. Rumpler Apparatebau zc. — [791, 850, 1139, 887]
directory-entry: — Otto, Eisengießer, XII/1 Rautenstrauchg. 1. — [791, 451, 1124, 468]
directory-entry: — Max, Wollwr. Erz., XVII. Jörgerstr. 56. T. A-20-2-41. — [423, 1809, 788, 1847]
directory-entry: — Hugo, Großhdlg., II/1 Böcklinstr. 65. E. — [48, 391, 351, 408]
directory-entry: — Valerie, Filialleit., X. Gudrunstr. 113. — [1164, 530, 1449, 547]
directory-entry: — Michael Alois, Ob. Kntlor. b. techn. Finanzkontrolle, XIX/1 Goltzg. 9. — [423, 2010, 695, 2046]
directory-entry: — Marianne, MDr., Univ. Assist., IX/1 Blaasstr. 4. — [423, 1290, 778, 1307]
directory-entry: — Siegfried Stein, pFa., Postkarten, II/1 Praterstr. 66. T. 3, Wohn. II/1 Rembrandtstraße 34. T. 3. — [791, 2169, 1154, 2206]
directory-entry: — Otto, Getreideagent, III. Löweng. 49. — [791, 470, 1079, 487]
directory-entry: — Moritz, Priv. Beamt., VI. Fügerg. 4. — [423, 2189, 696, 2206]
directory-entry: — Wilhelm, Beamt., III. Jacquing. 23. — [1164, 710, 1433, 727]
directory-entry: — S. & L. Stein, pFa., Spezialärztl. u. zahntechn. Bedarfsart., V. Diehlg. 46. — [791, 1749, 1144, 1787]
directory-entry: — Isidor, Kinderwagen- u. Korbwr. Hdlg., II/1 Taborstr. 60. T. R-40-4-12, II/1 Castellezgasse 11. — [48, 1650, 421, 1687]
directory-entry: — Olga, Geflügel und Selchwaren, VIII. Josefstädter Str. 53. T. A-25-1-35. — [791, 211, 1077, 247]
directory-entry: — Adele, Beamt., IX/2 Arnezhoferstr. 10. — [1164, 2049, 1458, 2066]
directory-entry: — Julius, Beamt., II/1 Gr. Pfarrg. 5. — [48, 1770, 301, 1787]
directory-entry: — Karl, Chauffeur, IX/1 Roßauer Lände 39. — [48, 2129, 359, 2146]
directory-entry: — Karoline, Schneiderin, II/1 Benediger Au 4. T. 45.815. — [423, 551, 772, 587]
directory-entry: — Leo, Architekt, II/1 Heinestr. 35. — [423, 750, 677, 767]
column-3 — [791, 90, 1165, 2266]
directory-entry: — Jetty, Ww., XX. Jägerstr. 20. — [48, 710, 264, 727]
directory-entry: — Verra, VII. Zieglerg. 68. — [1164, 570, 1355, 587]
directory-entry: — Salomon, Direkt., II/1 Zirkusg. 23. — [791, 1889, 1058, 1906]
directory-entry: — Wilhelmine, Priv., IV. Blechturmg. 20. — [1164, 890, 1454, 907]
directory-entry: — Josef, Ob. Kontroll. i. R., II/1 Steing. 37. — [1164, 1909, 1470, 1926]
directory-entry: — Hugo, Automobilhdl., X. Laxenburger Straße 59. — [1164, 1730, 1535, 1747]
directory-entry: — Sally, I. Johannesg. 14. T. 8, f. P. Schönwälder & Stein. — [791, 1790, 1156, 1826]
directory-entry: — Samuel, Angest., XVII. Kaiserstr. 29. — [791, 1930, 1075, 1947]
directory-entry: — Adele, Ww., II/1 Rembrandtstr. 30. — [1164, 2089, 1433, 2106]
directory-entry: — Selim, Uhrenhdl., III. Dampfschiffstr. 10. — [791, 2110, 1106, 2127]
directory-entry: — Karl, Kaufm., XVIII/2 Gersthoferg. 5, f. Moritz & Ignaz Klein. — [423, 151, 792, 188]
directory-entry: — Josefine, Heimarb., II/1 Perinetg. 2. — [48, 1510, 324, 1526]
directory-entry: — Leo, Kaufm., II/1 Lilienbrunng. 21, E., f. Stein & Co. usw. — [423, 831, 791, 867]
directory-entry: — Ignaz, Private, IX/1 Roßauer Lände 33. — [48, 770, 349, 787]
directory-entry: — Irma, VI. Gumpendorfer Str. 10, f. Wiener Weichholzmöbelerzeugung Frana & Co. — [48, 1590, 368, 1626]
directory-entry: — Anton, Hauswart, III. Erdberger Lände 6. — [1164, 2189, 1483, 2206]
page-number: 1533 — [759, 30, 835, 62]
directory-entry: — Ida, XIV. (XV.) Mariahilfer Str. 189. T. 82.896. — [48, 610, 394, 627]
directory-entry: — Hubert, Friseur, XV. Gebr. Lang-G. 12. — [48, 330, 343, 347]
directory-entry: — Josef, Chauffeur, XIV. (XV.) Diefenbachgasse 39. — [48, 1210, 412, 1227]
directory-entry: — Simon, Prokurist, II/1 Weintraubeng. 30. — [1164, 211, 1477, 228]
directory-entry: — Julius, Schriftsetz., II/1 Gr. Pfarrg. 5. — [48, 1970, 332, 1987]
directory-entry: — Wilhelm, Lebensmittelgroßhdlg., II/1 Gr. Schiffg. 25. T. 49.095 u. 43.835. — [1164, 770, 1536, 807]
directory-entry: — Wilhelm Otto, Beamt., III. Marxerg. 11. — [1164, 870, 1468, 887]
directory-entry: — Moritz, Reisender, XVI/1 Huberg. 1. — [423, 2210, 702, 2227]
